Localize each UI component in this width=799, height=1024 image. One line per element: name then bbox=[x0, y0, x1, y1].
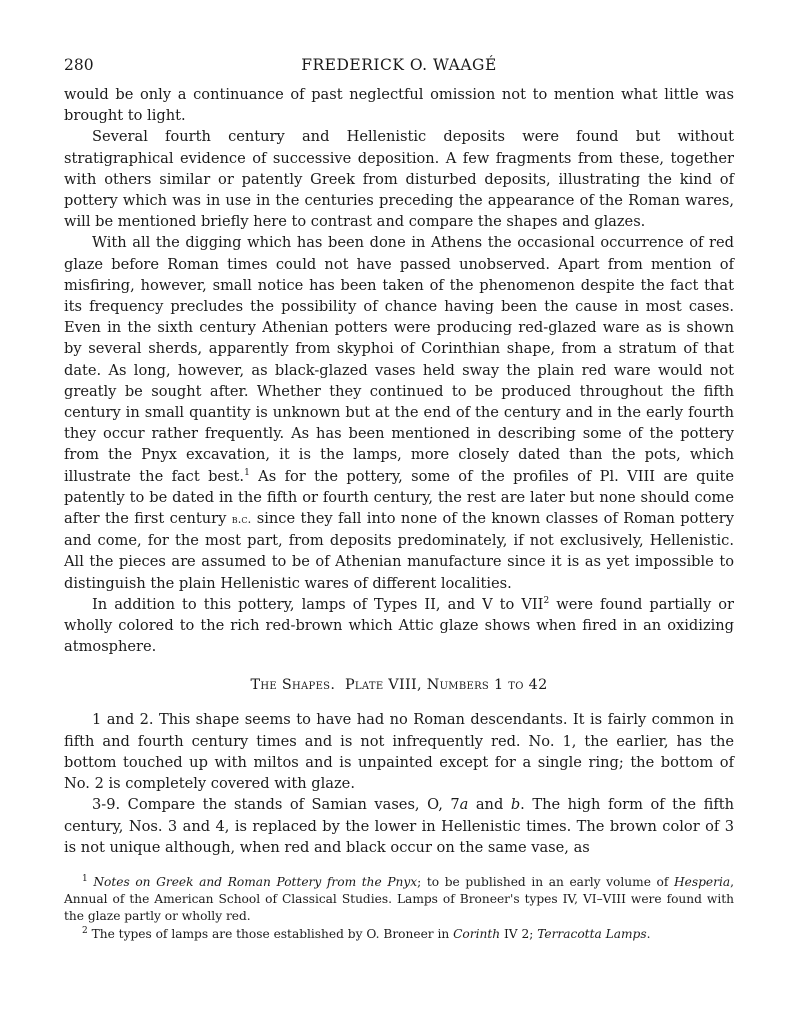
page-header bbox=[64, 56, 734, 84]
section-heading bbox=[64, 677, 734, 693]
paragraph-6-text-b: and bbox=[468, 796, 511, 814]
footnote-2-mark: 2 bbox=[82, 925, 88, 936]
footnote-ref-1[interactable]: 1 bbox=[244, 467, 250, 478]
running-head: FREDERICK O. WAAGÉ bbox=[301, 56, 497, 74]
section-heading-part-2: Plate VIII, Numbers 1 to 42 bbox=[344, 677, 548, 694]
paragraph-4 bbox=[64, 594, 734, 658]
footnote-2 bbox=[64, 926, 734, 943]
paragraph-6 bbox=[64, 794, 734, 858]
paragraph-4-text-a: In addition to this pottery, lamps of Types II, and V to VII bbox=[92, 595, 544, 613]
bc-abbreviation: b.c. bbox=[231, 512, 252, 527]
paragraph-3-text-b: As for the pottery, some of the profiles of Pl. VIII are quite patently to be dated in the fifth or fourth century, the rest are later but none should come after the first century bbox=[64, 467, 734, 528]
paragraph-2-text: Several fourth century and Hellenistic deposits were found but without stratigraphical evidence of successive deposition. A few fragments from these, together with others similar or patently Greek from disturbed deposits, illustrating the kind of pottery which was in use in the centuries preceding the appearance of the Roman wares, will be mentioned briefly here to contrast and compare the shapes and glazes. bbox=[64, 128, 734, 231]
paragraph-3 bbox=[64, 232, 734, 593]
footnotes bbox=[64, 874, 734, 943]
footnote-2-text-a: The types of lamps are those established by O. Broneer in bbox=[87, 926, 454, 941]
paragraph-6-text-c: . The high form of the fifth century, Nos. 3 and 4, is replaced by the lower in Hellenistic times. The brown color of 3 is not unique although, when red and black occur on the same vase, as bbox=[64, 796, 734, 856]
footnote-1-text-b: , Annual of the American School of Classical Studies. Lamps of Broneer's types IV, VI–VIII were found with the glaze partly or wholly red. bbox=[64, 874, 734, 924]
paragraph-2 bbox=[64, 126, 734, 232]
paragraph-1 bbox=[64, 84, 734, 126]
paragraph-3-text-a: With all the digging which has been done in Athens the occasional occurrence of red glaze before Roman times could not have passed unobserved. Apart from mention of misfiring, however, small notice has been taken of the phenomenon despite the fact that its frequency precludes the possibility of chance having been the cause in most cases. Even in the sixth century Athenian potters were producing red-glazed ware as is shown by several sherds, apparently from skyphoi of Corinthian shape, from a stratum of that date. As long, however, as black-glazed vases held sway the plain red ware would not greatly be sought after. Whether they continued to be produced throughout the fifth century in small quantity is unknown but at the end of the century and in the early fourth they occur rather frequently. As has been mentioned in describing some of the pottery from the Pnyx excavation, it is the lamps, more closely dated than the pots, which illustrate the fact best. bbox=[64, 234, 734, 485]
footnote-2-title: Terracotta Lamps bbox=[537, 926, 647, 941]
paragraph-6-text-a: 3-9. Compare the stands of Samian vases, O, 7 bbox=[92, 796, 460, 814]
footnote-ref-2[interactable]: 2 bbox=[543, 596, 550, 607]
section-heading-part-1: The Shapes. bbox=[250, 677, 336, 694]
footnote-1-mark: 1 bbox=[82, 873, 88, 884]
paragraph-5-text: 1 and 2. This shape seems to have had no Roman descendants. It is fairly common in fifth and fourth century times and is not infrequently red. No. 1, the earlier, has the bottom touched up with miltos and is unpainted except for a single ring; the bottom of No. 2 is completely covered with glaze. bbox=[64, 711, 734, 793]
page bbox=[64, 56, 734, 943]
footnote-2-corinth: Corinth bbox=[453, 926, 501, 941]
footnote-1 bbox=[64, 874, 734, 926]
page-number: 280 bbox=[64, 56, 94, 74]
paragraph-1-text: would be only a continuance of past neglectful omission not to mention what little was brought to light. bbox=[64, 86, 734, 125]
paragraph-4-text-b: were found partially or wholly colored to the rich red-brown which Attic glaze shows when fired in an oxidizing atmosphere. bbox=[64, 595, 734, 656]
footnote-2-text-c: . bbox=[646, 926, 651, 941]
paragraph-6-letter-a: a bbox=[459, 796, 469, 814]
paragraph-6-letter-b: b bbox=[510, 796, 521, 814]
paragraph-5 bbox=[64, 709, 734, 794]
footnote-1-title: Notes on Greek and Roman Pottery from the Pnyx bbox=[93, 874, 418, 889]
paragraph-3-text-c: since they fall into none of the known classes of Roman pottery and come, for the most part, from deposits predominately, if not exclusively, Hellenistic. All the pieces are assumed to be of Athenian manufacture since it is as yet impossible to distinguish the plain Hellenistic wares of different localities. bbox=[64, 510, 734, 592]
footnote-1-journal: Hesperia bbox=[674, 874, 731, 889]
footnote-1-text-a: ; to be published in an early volume of bbox=[417, 874, 675, 889]
body-text bbox=[64, 84, 734, 858]
footnote-2-text-b: IV 2; bbox=[500, 926, 538, 941]
